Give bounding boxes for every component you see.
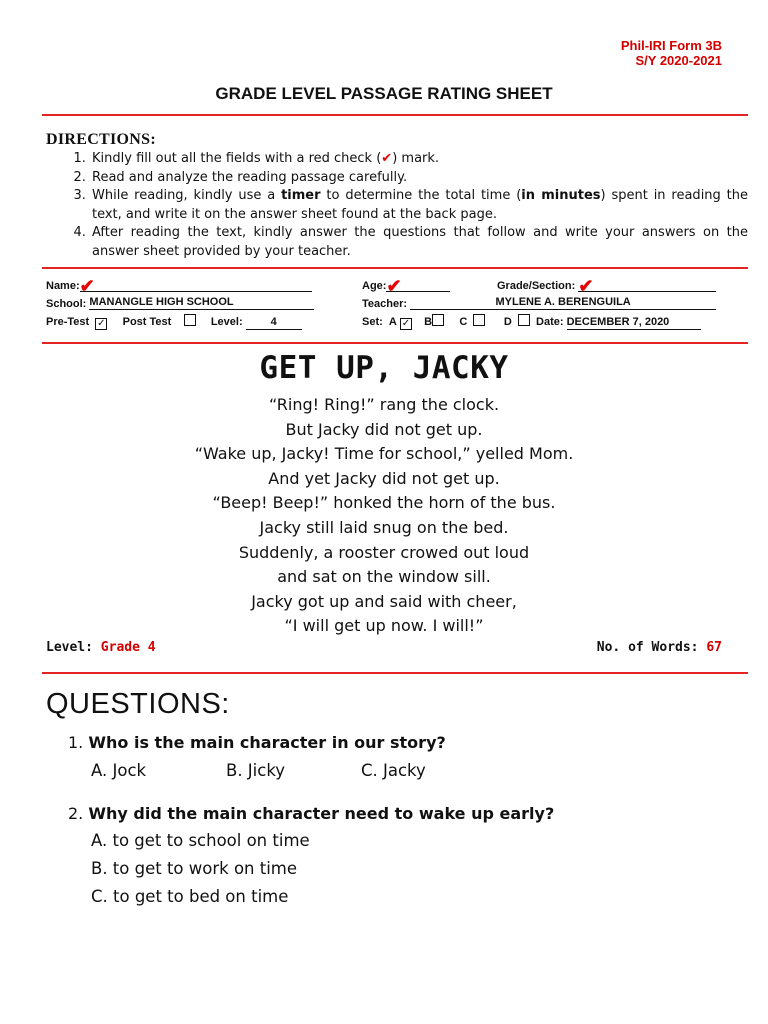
level-value[interactable]: 4: [246, 316, 302, 330]
story-line: “Beep! Beep!” honked the horn of the bus.: [212, 493, 556, 513]
story-line: Jacky got up and said with cheer,: [251, 591, 517, 611]
story-line: Jacky still laid snug on the bed.: [259, 517, 509, 537]
story-line: and sat on the window sill.: [277, 567, 491, 587]
name-field[interactable]: Name:✔: [46, 278, 312, 292]
story-line: “Ring! Ring!” rang the clock.: [268, 395, 500, 414]
direction-item: 2. Read and analyze the reading passage carefully.: [90, 169, 748, 188]
story-line: “Wake up, Jacky! Time for school,” yelled Mom.: [194, 444, 574, 464]
question-1: 1. Who is the main character in our story?: [68, 733, 446, 752]
check-icon: ✔: [381, 151, 393, 166]
divider: [42, 342, 748, 344]
story-title: GET UP, JACKY: [259, 350, 509, 386]
set-b-checkbox[interactable]: [432, 314, 444, 326]
teacher-field[interactable]: Teacher: MYLENE A. BERENGUILA: [362, 296, 716, 310]
direction-item: 3. While reading, kindly use a timer to determine the total time (in minutes) spent in reading the text, and write it on the answer sheet found at the back page.: [90, 187, 748, 224]
set-a-checkbox[interactable]: ✓: [401, 318, 411, 329]
word-count: No. of Words: 67: [596, 640, 722, 655]
story-line: Suddenly, a rooster crowed out loud: [238, 542, 530, 562]
divider: [42, 267, 748, 269]
date-value[interactable]: DECEMBER 7, 2020: [567, 316, 701, 330]
divider: [42, 672, 748, 674]
question-2-option[interactable]: A. to get to school on time: [91, 831, 310, 850]
form-code: Phil-IRI Form 3B: [620, 38, 722, 53]
directions-list: [66, 150, 748, 261]
form-code-block: [621, 38, 722, 68]
story-passage: [0, 393, 768, 639]
age-field[interactable]: Age:✔: [362, 278, 450, 292]
teacher-value: MYLENE A. BERENGUILA: [410, 296, 716, 310]
pretest-checkbox[interactable]: ✓: [97, 318, 106, 329]
check-icon: ✔: [79, 276, 95, 296]
school-field[interactable]: School: MANANGLE HIGH SCHOOL: [46, 296, 314, 310]
question-1-option[interactable]: A. Jock: [91, 761, 147, 780]
posttest-checkbox[interactable]: [184, 314, 196, 326]
story-line: But Jacky did not get up.: [285, 419, 483, 439]
grade-section-field[interactable]: Grade/Section: ✔: [497, 278, 716, 292]
set-row: Set: A ✓ B C D Date: DECEMBER 7, 2020: [362, 314, 701, 330]
question-1-option[interactable]: C. Jacky: [361, 761, 426, 780]
story-line: And yet Jacky did not get up.: [268, 468, 500, 488]
check-icon: ✔: [578, 276, 594, 296]
question-2: 2. Why did the main character need to wake up early?: [68, 804, 555, 823]
story-level: Level: Grade 4: [46, 640, 156, 655]
directions-heading: DIRECTIONS:: [46, 131, 156, 148]
questions-heading: QUESTIONS:: [46, 688, 230, 720]
set-c-checkbox[interactable]: [473, 314, 485, 326]
school-year: S/Y 2020-2021: [635, 53, 722, 68]
direction-item: 1. Kindly fill out all the fields with a red check (✔) mark.: [90, 150, 748, 169]
test-type-row: Pre-Test ✓ Post Test Level: 4: [46, 314, 302, 330]
story-line: “I will get up now. I will!”: [284, 616, 484, 636]
question-1-option[interactable]: B. Jicky: [226, 761, 286, 780]
check-icon: ✔: [386, 276, 402, 296]
set-d-checkbox[interactable]: [518, 314, 530, 326]
question-2-option[interactable]: C. to get to bed on time: [91, 887, 289, 906]
direction-item: 4. After reading the text, kindly answer the questions that follow and write your answers on the answer sheet provided by your teacher.: [90, 224, 748, 261]
sheet-title: GRADE LEVEL PASSAGE RATING SHEET: [215, 84, 553, 103]
school-value: MANANGLE HIGH SCHOOL: [89, 296, 314, 310]
divider: [42, 114, 748, 116]
question-2-option[interactable]: B. to get to work on time: [91, 859, 298, 878]
